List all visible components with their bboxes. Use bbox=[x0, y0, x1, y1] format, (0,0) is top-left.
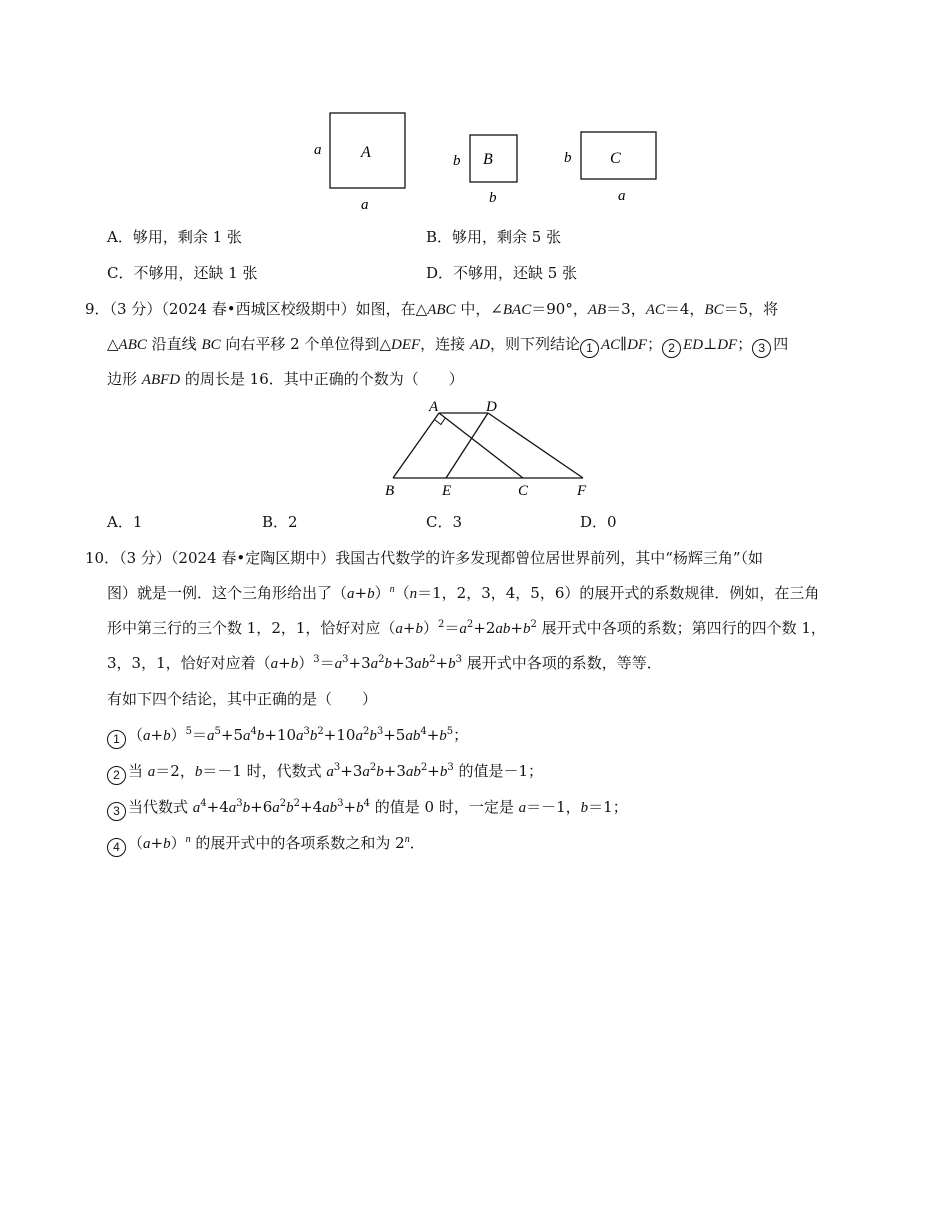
q9-line-2: △ABC 沿直线 BC 向右平移 2 个单位得到△DEF，连接 AD，则下列结论 1 AC∥DF； 2 ED⊥DF； 3 四 bbox=[107, 333, 788, 358]
q9-number: 9． bbox=[85, 300, 110, 318]
point-d-label: D bbox=[486, 399, 497, 415]
q8-option-c: C．不够用，还缺 1 张 bbox=[107, 264, 258, 282]
point-c-label: C bbox=[518, 483, 529, 499]
square-b-side-bottom: b bbox=[489, 190, 497, 206]
q8-option-a: A．够用，剩余 1 张 bbox=[107, 228, 242, 246]
q9-option-c: C．3 bbox=[426, 513, 463, 531]
q9-line-3: 边形 ABFD 的周长是 16．其中正确的个数为（ ） bbox=[107, 370, 464, 388]
square-b-label: B bbox=[483, 151, 493, 168]
q10-prompt: 有如下四个结论，其中正确的是（ ） bbox=[107, 690, 378, 708]
q10-source: （3 分）（2024 春•定陶区期中） bbox=[119, 549, 336, 567]
segment-df bbox=[488, 413, 583, 478]
square-a-side-left: a bbox=[314, 142, 322, 158]
q10-statement-3: 3 当代数式 $a^4+4a^3b+6a^2b^2+4ab^3+b^4$ 的值是 0 时，一定是 a＝－1，b＝1； bbox=[107, 796, 628, 821]
q8-figure bbox=[300, 100, 680, 218]
point-a-label: A bbox=[429, 399, 439, 415]
point-b-label: B bbox=[385, 483, 395, 499]
square-b-side-left: b bbox=[453, 153, 461, 169]
q9-option-b: B．2 bbox=[262, 513, 298, 531]
rect-c-label: C bbox=[610, 150, 621, 167]
q9-option-d: D．0 bbox=[580, 513, 617, 531]
segment-ab bbox=[393, 413, 439, 478]
q10-statement-4: 4 $(a+b)^n$ 的展开式中的各项系数之和为 2$^n$． bbox=[107, 832, 425, 857]
point-f-label: F bbox=[577, 483, 587, 499]
q10-statement-1: 1 $(a+b)^5=a^5+5a^4b+10a^3b^2+10a^2b^3+5ab^4+b^5$； bbox=[107, 724, 468, 749]
right-angle-mark bbox=[434, 418, 445, 425]
q10-number: 10． bbox=[85, 549, 120, 567]
square-a-label: A bbox=[361, 144, 371, 161]
q10-line-4: 3，3，1，恰好对应着$(a+b)^3=a^3+3a^2b+3ab^2+b^3$ 展开式中各项的系数，等等． bbox=[107, 654, 662, 672]
q9-option-a: A．1 bbox=[107, 513, 143, 531]
rect-c-side-left: b bbox=[564, 150, 572, 166]
square-b bbox=[470, 135, 517, 182]
point-e-label: E bbox=[442, 483, 452, 499]
q10-line-3: 形中第三行的三个数 1，2，1，恰好对应$(a+b)^2=a^2+2ab+b^2$ 展开式中各项的系数；第四行的四个数 1， bbox=[107, 619, 826, 637]
q9-line-1: 9．（3 分）（2024 春•西城区校级期中）如图，在△ABC 中，∠BAC＝90°，AB＝3，AC＝4，BC＝5，将 bbox=[85, 300, 779, 318]
q8-option-b: B．够用，剩余 5 张 bbox=[426, 228, 562, 246]
q10-statement-2: 2 当 a＝2，b＝－1 时，代数式 $a^3+3a^2b+3ab^2+b^3$ 的值是－1； bbox=[107, 760, 543, 785]
q10-line-2: 图）就是一例．这个三角形给出了$(a+b)^n(n=1$，2，3，4，5，6）的展开式的系数规律．例如，在三角 bbox=[107, 584, 820, 602]
q9-source: （3 分）（2024 春•西城区校级期中） bbox=[109, 300, 356, 318]
rect-c-side-bottom: a bbox=[618, 188, 626, 204]
square-a-side-bottom: a bbox=[361, 197, 369, 213]
q9-figure bbox=[380, 395, 595, 500]
q10-line-1: 10．（3 分）（2024 春•定陶区期中）我国古代数学的许多发现都曾位居世界前列，其中“杨辉三角”（如 bbox=[85, 549, 764, 567]
q8-option-d: D．不够用，还缺 5 张 bbox=[426, 264, 578, 282]
